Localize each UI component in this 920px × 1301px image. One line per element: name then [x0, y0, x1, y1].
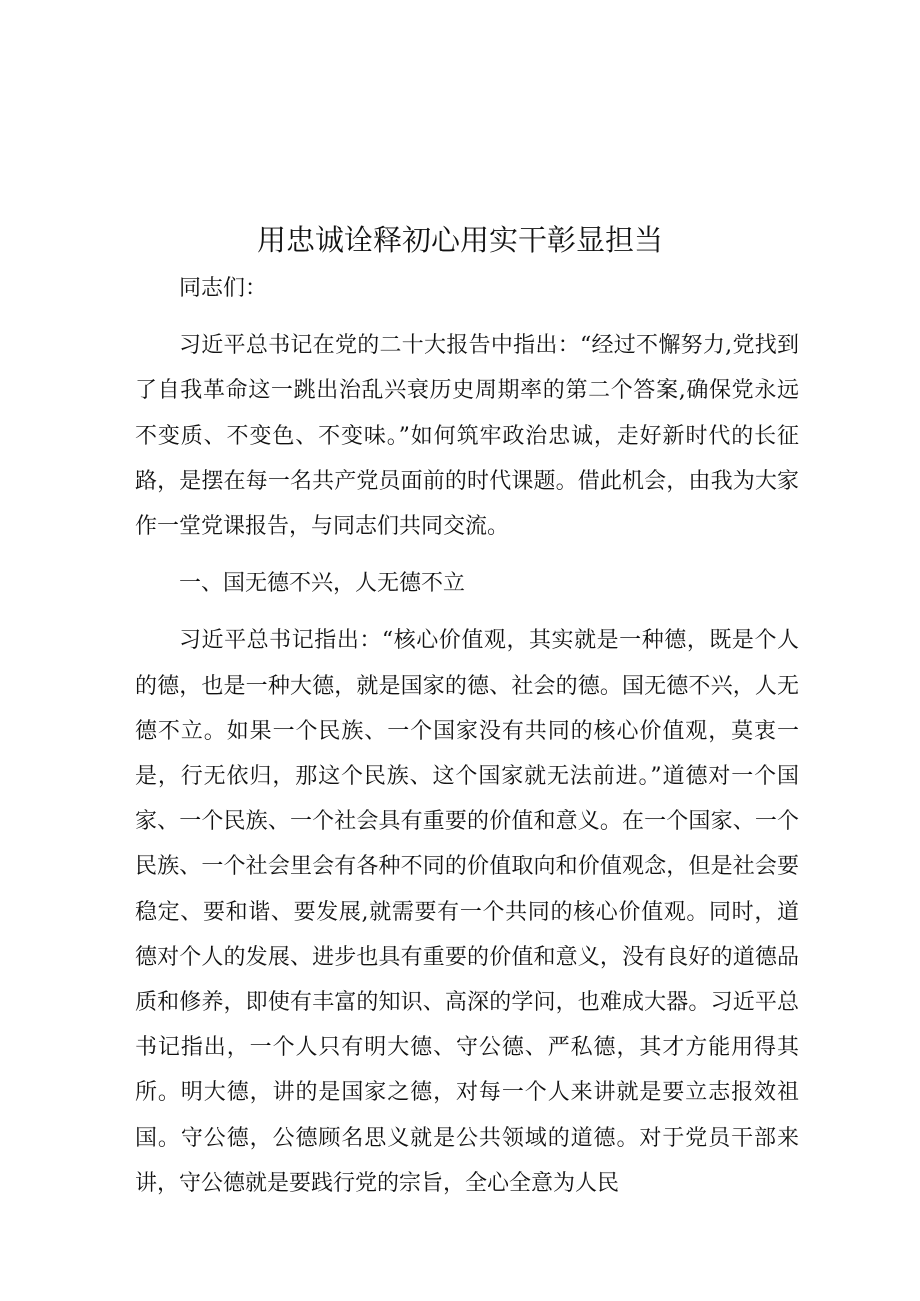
document-title: 用忠诚诠释初心用实干彰显担当: [256, 223, 663, 257]
paragraph-intro: 习近平总书记在党的二十大报告中指出：“经过不懈努力,党找到了自我革命这一跳出治乱兴衰历史周期率的第二个答案,确保党永远不变质、不变色、不变味。”如何筑牢政治忠诚，走好新时代的长征路，是摆在每一名共产党员面前的时代课题。借此机会，由我为大家作一堂党课报告，与同志们共同交流。: [135, 333, 799, 540]
document-body: [135, 266, 799, 1206]
paragraph-section-1: 习近平总书记指出：“核心价值观，其实就是一种德，既是个人的德，也是一种大德，就是国家的德、社会的德。国无德不兴，人无德不立。如果一个民族、一个国家没有共同的核心价值观，莫衷一是，行无依归，那这个民族、这个国家就无法前进。”道德对一个国家、一个民族、一个社会具有重要的价值和意义。在一个国家、一个民族、一个社会里会有各种不同的价值取向和价值观念，但是社会要稳定、要和谐、要发展,就需要有一个共同的核心价值观。同时，道德对个人的发展、进步也具有重要的价值和意义，没有良好的道德品质和修养，即使有丰富的知识、高深的学问，也难成大器。习近平总书记指出，一个人只有明大德、守公德、严私德，其才方能用得其所。明大德，讲的是国家之德，对每一个人来讲就是要立志报效祖国。守公德，公德顾名思义就是公共领域的道德。对于党员干部来讲，守公德就是要践行党的宗旨，全心全意为人民: [135, 628, 799, 1196]
salutation: 同志们：: [179, 276, 268, 301]
section-heading-1: 一、国无德不兴，人无德不立: [179, 571, 466, 597]
